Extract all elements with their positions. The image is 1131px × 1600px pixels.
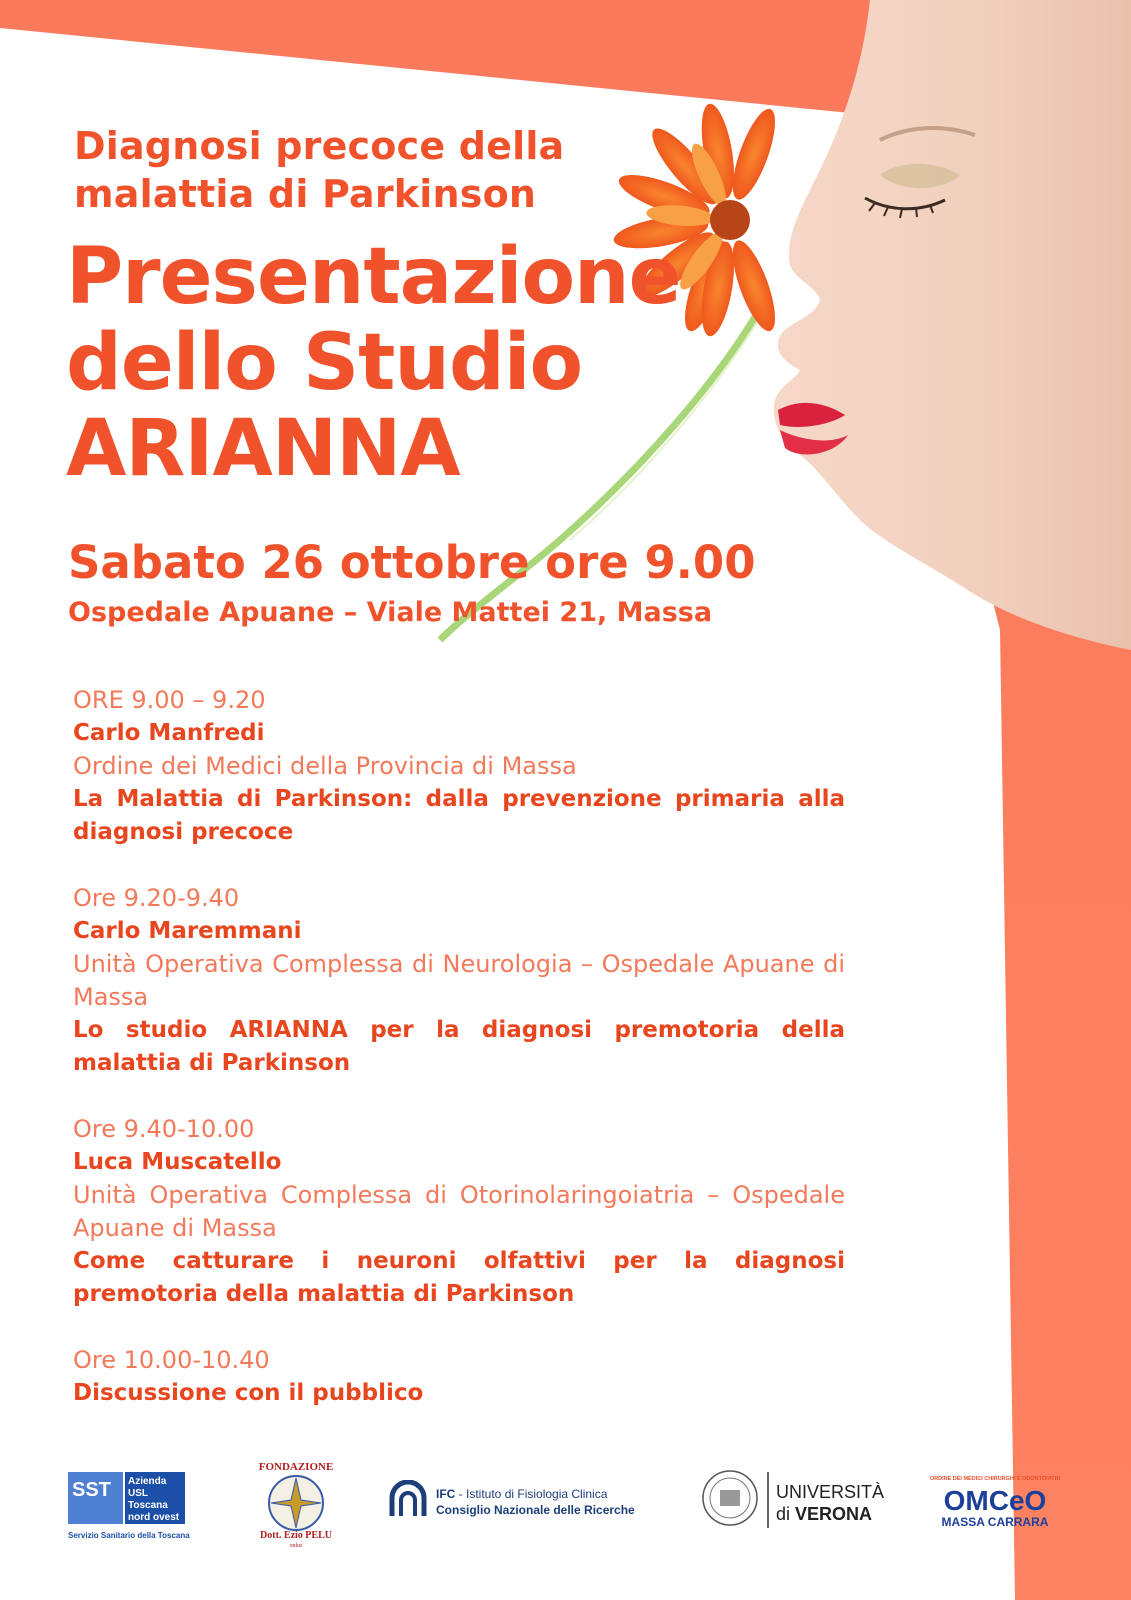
program-item bbox=[73, 684, 845, 849]
program-talk-title: Lo studio ARIANNA per la diagnosi premotoria della malattia di Parkinson bbox=[73, 1017, 845, 1076]
title-line: ARIANNA bbox=[66, 404, 460, 494]
subtitle bbox=[74, 122, 714, 218]
sst-logo-icon bbox=[68, 1472, 193, 1542]
event-location: Ospedale Apuane – Viale Mattei 21, Massa bbox=[68, 597, 713, 628]
omceo-small: ORDINE DEI MEDICI CHIRURGHI E ODONTOIATRI bbox=[929, 1476, 1061, 1482]
program-speaker: Luca Muscatello bbox=[73, 1149, 282, 1175]
program-item bbox=[73, 1113, 845, 1311]
program-talk-title: Come catturare i neuroni olfattivi per la diagnosi premotoria della malattia di Parkinson bbox=[73, 1248, 845, 1307]
subtitle-line: malattia di Parkinson bbox=[74, 172, 537, 216]
subtitle-line: Diagnosi precoce della bbox=[74, 124, 565, 168]
omceo-sub: MASSA CARRARA bbox=[941, 1515, 1049, 1529]
program-time: ORE 9.00 – 9.20 bbox=[73, 686, 266, 714]
univr-verona: VERONA bbox=[795, 1504, 873, 1524]
cnr-arc-icon bbox=[386, 1480, 656, 1524]
program-time: Ore 9.40-10.00 bbox=[73, 1115, 255, 1143]
program-time: Ore 10.00-10.40 bbox=[73, 1346, 270, 1374]
title-line: Presentazione bbox=[66, 232, 681, 322]
program-speaker: Carlo Manfredi bbox=[73, 720, 265, 746]
program-time: Ore 9.20-9.40 bbox=[73, 884, 240, 912]
sst-mark: SST bbox=[72, 1479, 111, 1501]
program-talk-title: La Malattia di Parkinson: dalla prevenzione primaria alla diagnosi precoce bbox=[73, 786, 845, 845]
fondazione-bottom: Dott. Ezio PELU bbox=[260, 1530, 332, 1541]
svg-text:IFC - Istituto di Fisiologia C bbox=[436, 1487, 608, 1501]
program-organization: Ordine dei Medici della Provincia di Massa bbox=[73, 752, 577, 780]
program-item bbox=[73, 1344, 845, 1410]
univr-line1: UNIVERSITÀ bbox=[776, 1482, 885, 1502]
program-organization: Unità Operativa Complessa di Neurologia – Ospedale Apuane di Massa bbox=[73, 950, 845, 1011]
sponsor-logos bbox=[0, 1430, 1131, 1550]
fondazione-tag: onlus bbox=[289, 1543, 303, 1548]
univr-seal-icon bbox=[700, 1466, 890, 1536]
svg-text:di VERONA bbox=[776, 1504, 872, 1524]
page-title bbox=[66, 234, 846, 492]
omceo-mark: OMCeO bbox=[943, 1485, 1047, 1516]
omceo-mark-icon bbox=[925, 1472, 1065, 1532]
cnr-abbr: IFC bbox=[436, 1487, 456, 1501]
sst-line: USL bbox=[128, 1488, 148, 1499]
univr-logo bbox=[700, 1466, 890, 1536]
program-organization: Unità Operativa Complessa di Otorinolaringoiatria – Ospedale Apuane di Massa bbox=[73, 1181, 845, 1242]
program-item bbox=[73, 882, 845, 1080]
program-list bbox=[73, 684, 845, 1443]
sst-line: Azienda bbox=[128, 1476, 167, 1487]
event-date: Sabato 26 ottobre ore 9.00 bbox=[68, 536, 756, 589]
sst-caption: Servizio Sanitario della Toscana bbox=[68, 1531, 190, 1540]
fondazione-logo bbox=[246, 1458, 346, 1548]
fondazione-top: FONDAZIONE bbox=[258, 1461, 334, 1473]
cnr-line1: - Istituto di Fisiologia Clinica bbox=[455, 1487, 608, 1501]
program-speaker: Discussione con il pubblico bbox=[73, 1380, 424, 1406]
sst-line: Toscana bbox=[128, 1500, 168, 1511]
cnr-line2: Consiglio Nazionale delle Ricerche bbox=[436, 1503, 635, 1517]
fondazione-emblem-icon bbox=[246, 1458, 346, 1548]
sst-line: nord ovest bbox=[128, 1512, 180, 1523]
cnr-ifc-logo bbox=[386, 1480, 656, 1524]
title-line: dello Studio bbox=[66, 318, 583, 408]
program-speaker: Carlo Maremmani bbox=[73, 918, 302, 944]
omceo-logo bbox=[925, 1472, 1065, 1532]
sst-usl-logo bbox=[68, 1472, 193, 1542]
univr-di: di bbox=[776, 1504, 791, 1524]
